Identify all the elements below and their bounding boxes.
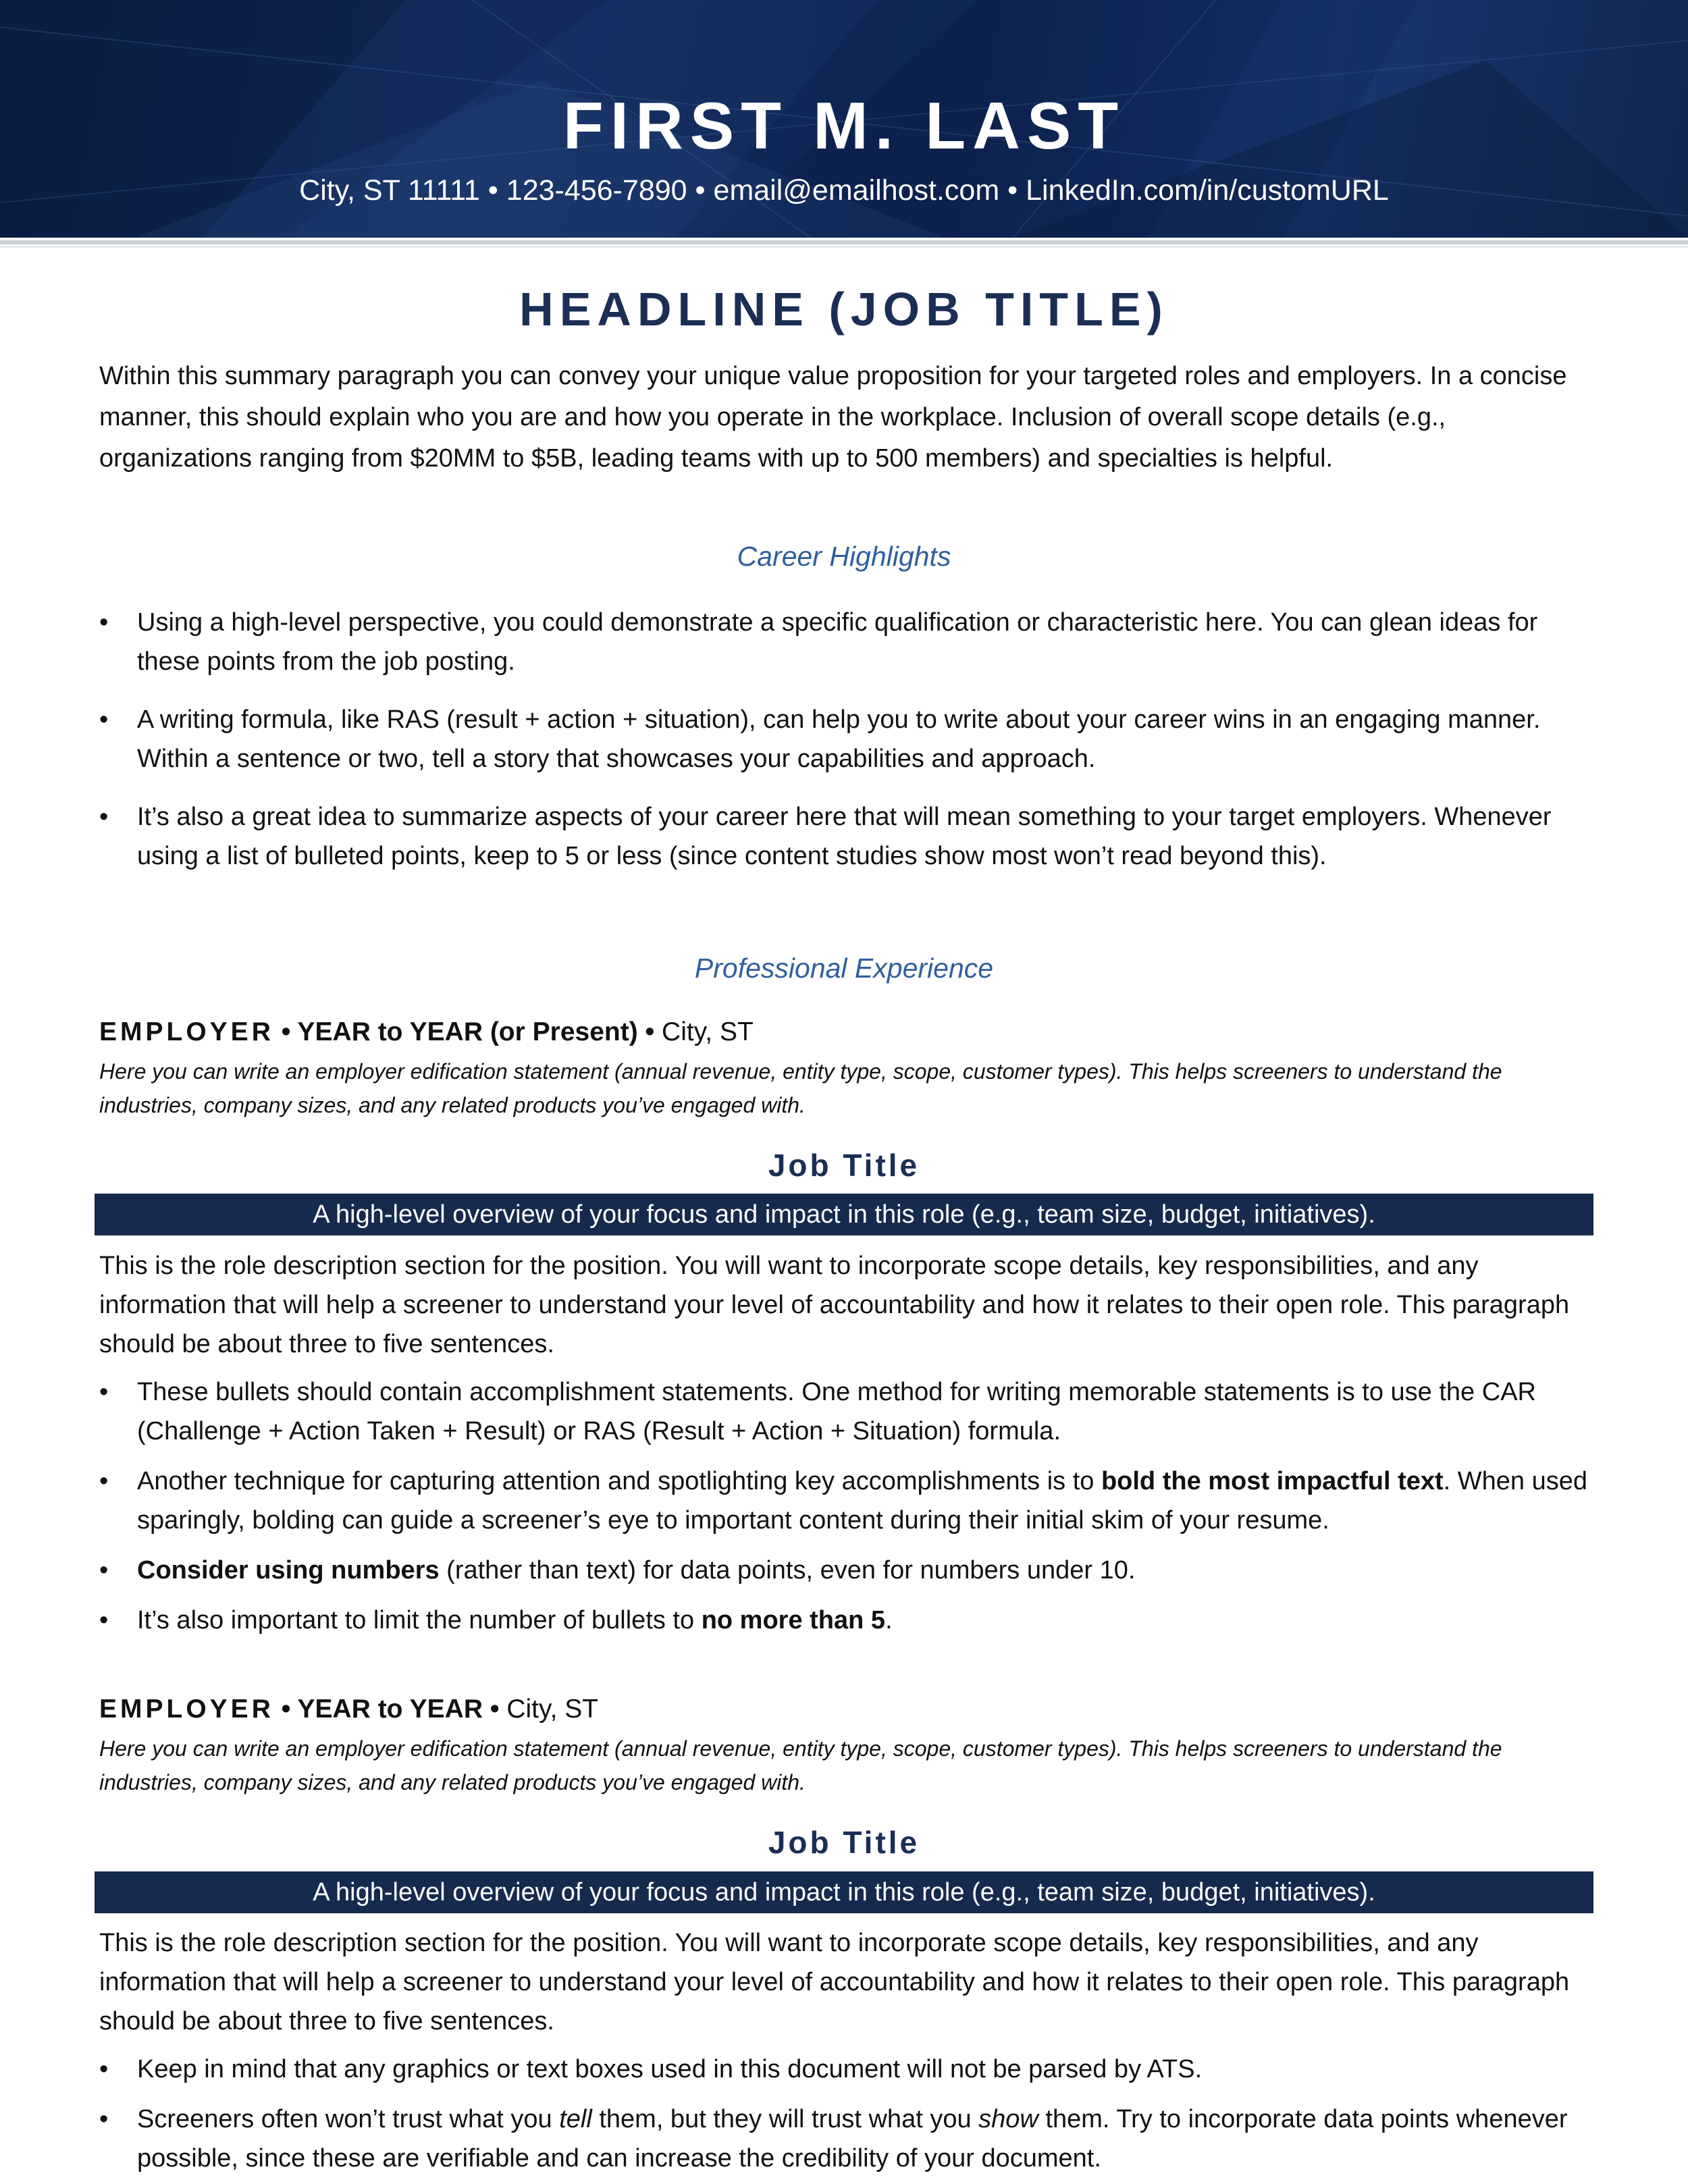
list-item: [99, 2050, 1598, 2089]
list-item: [99, 603, 1598, 681]
list-item: [99, 700, 1598, 778]
contact-line: City, ST 11111 • 123-456-7890 • email@emailhost.com • LinkedIn.com/in/customURL: [299, 174, 1389, 207]
list-item: [99, 2100, 1598, 2178]
employer-name: EMPLOYER: [99, 1695, 274, 1724]
italic-text: show: [978, 2105, 1038, 2133]
bold-text: no more than 5: [701, 1606, 886, 1634]
summary-paragraph: Within this summary paragraph you can convey your unique value proposition for your targeted roles and employers. In a concise manner, this should explain who you are and how you operate in the workplace. Inclusion of overall scope details (e.g., organizations ranging from $20MM to $5B, leading teams with up to 500 members) and specialties is helpful.: [99, 362, 1567, 473]
career-highlights-heading: Career Highlights: [737, 541, 951, 572]
accomplishment-text: (rather than text) for data points, even for numbers under 10.: [439, 1556, 1136, 1584]
separator: •: [637, 1017, 662, 1046]
bullet-icon: •: [99, 608, 109, 637]
highlight-text: A writing formula, like RAS (result + action + situation), can help you to write about your career wins in an engaging manner. Within a sentence or two, tell a story that showcases your capabilities and approach.: [137, 705, 1541, 773]
bullet-icon: •: [99, 1378, 109, 1406]
candidate-name: FIRST M. LAST: [562, 88, 1126, 163]
bullet-icon: •: [99, 1606, 109, 1634]
bullet-icon: •: [99, 803, 109, 831]
list-item: [99, 1551, 1598, 1590]
employer-location: City, ST: [506, 1695, 599, 1724]
accomplishment-text: .: [885, 1606, 893, 1634]
job-title: Job Title: [768, 1148, 920, 1183]
highlight-text: It’s also a great idea to summarize aspects of your career here that will mean something to your target employers. Whenever using a list of bulleted points, keep to 5 or less (since content studies show most won’t read beyond this).: [137, 803, 1552, 870]
accomplishment-text: . When used sparingly, bolding can guide a screener’s eye to important content during their initial skim of your resume.: [137, 1467, 1587, 1535]
header-divider-light: [0, 246, 1688, 248]
separator: •: [273, 1695, 298, 1724]
accomplishment-text: Keep in mind that any graphics or text boxes used in this document will not be parsed by ATS.: [137, 2055, 1203, 2083]
role-description: This is the role description section for the position. You will want to incorporate scope details, key responsibilities, and any information that will help a screener to understand your level of accountability and how it relates to their open role. This paragraph should be about three to five sentences.: [99, 1929, 1570, 2035]
professional-experience-heading: Professional Experience: [694, 953, 994, 984]
bold-text: bold the most impactful text: [1101, 1467, 1444, 1495]
list-item: [99, 1601, 1598, 1640]
list-item: [99, 1373, 1598, 1451]
employer-line: [99, 1012, 1598, 1053]
list-item: [99, 1462, 1598, 1540]
accomplishments-list: [99, 1373, 1598, 1640]
highlight-text: Using a high-level perspective, you could demonstrate a specific qualification or characteristic here. You can glean ideas for these points from the job posting.: [137, 608, 1538, 676]
role-overview-bar: A high-level overview of your focus and impact in this role (e.g., team size, budget, initiatives).: [95, 1194, 1593, 1235]
bullet-icon: •: [99, 2055, 109, 2083]
bullet-icon: •: [99, 1556, 109, 1584]
accomplishment-text: It’s also important to limit the number of bullets to: [137, 1606, 702, 1634]
accomplishment-text: Another technique for capturing attention and spotlighting key accomplishments is to: [137, 1467, 1101, 1495]
accomplishment-text: Screeners often won’t trust what you: [137, 2105, 560, 2133]
bullet-icon: •: [99, 1467, 109, 1495]
separator: •: [483, 1695, 507, 1724]
employer-edification: Here you can write an employer edification statement (annual revenue, entity type, scope, customer types). This helps screeners to understand the industries, company sizes, and any related products you’ve engaged with.: [99, 1736, 1502, 1794]
header-banner: [0, 0, 1688, 238]
employer-location: City, ST: [662, 1017, 754, 1046]
employer-edification: Here you can write an employer edification statement (annual revenue, entity type, scope, customer types). This helps screeners to understand the industries, company sizes, and any related products you’ve engaged with.: [99, 1059, 1502, 1117]
separator: •: [273, 1017, 298, 1046]
employer-name: EMPLOYER: [99, 1017, 274, 1046]
italic-text: tell: [559, 2105, 592, 2133]
career-highlights-list: [99, 603, 1598, 876]
role-description: This is the role description section for the position. You will want to incorporate scope details, key responsibilities, and any information that will help a screener to understand your level of accountability and how it relates to their open role. This paragraph should be about three to five sentences.: [99, 1252, 1570, 1358]
employment-years: YEAR to YEAR: [297, 1695, 483, 1724]
role-overview-bar: A high-level overview of your focus and impact in this role (e.g., team size, budget, initiatives).: [95, 1871, 1593, 1913]
accomplishment-text: These bullets should contain accomplishment statements. One method for writing memorable statements is to use the CAR (Challenge + Action Taken + Result) or RAS (Result + Action + Situation) formula.: [137, 1378, 1536, 1445]
accomplishment-text: them. Try to incorporate data points whenever possible, since these are verifiable and can increase the credibility of your document.: [137, 2105, 1568, 2173]
headline-title: HEADLINE (JOB TITLE): [519, 283, 1169, 336]
bullet-icon: •: [99, 2105, 109, 2133]
employer-line: [99, 1689, 1598, 1730]
accomplishment-text: them, but they will trust what you: [591, 2105, 979, 2133]
header-divider: [0, 240, 1688, 244]
job-title: Job Title: [768, 1825, 920, 1860]
bullet-icon: •: [99, 705, 109, 734]
list-item: [99, 797, 1598, 876]
bold-text: Consider using numbers: [137, 1556, 440, 1584]
employment-years: YEAR to YEAR (or Present): [297, 1017, 638, 1046]
accomplishments-list: [99, 2050, 1598, 2178]
